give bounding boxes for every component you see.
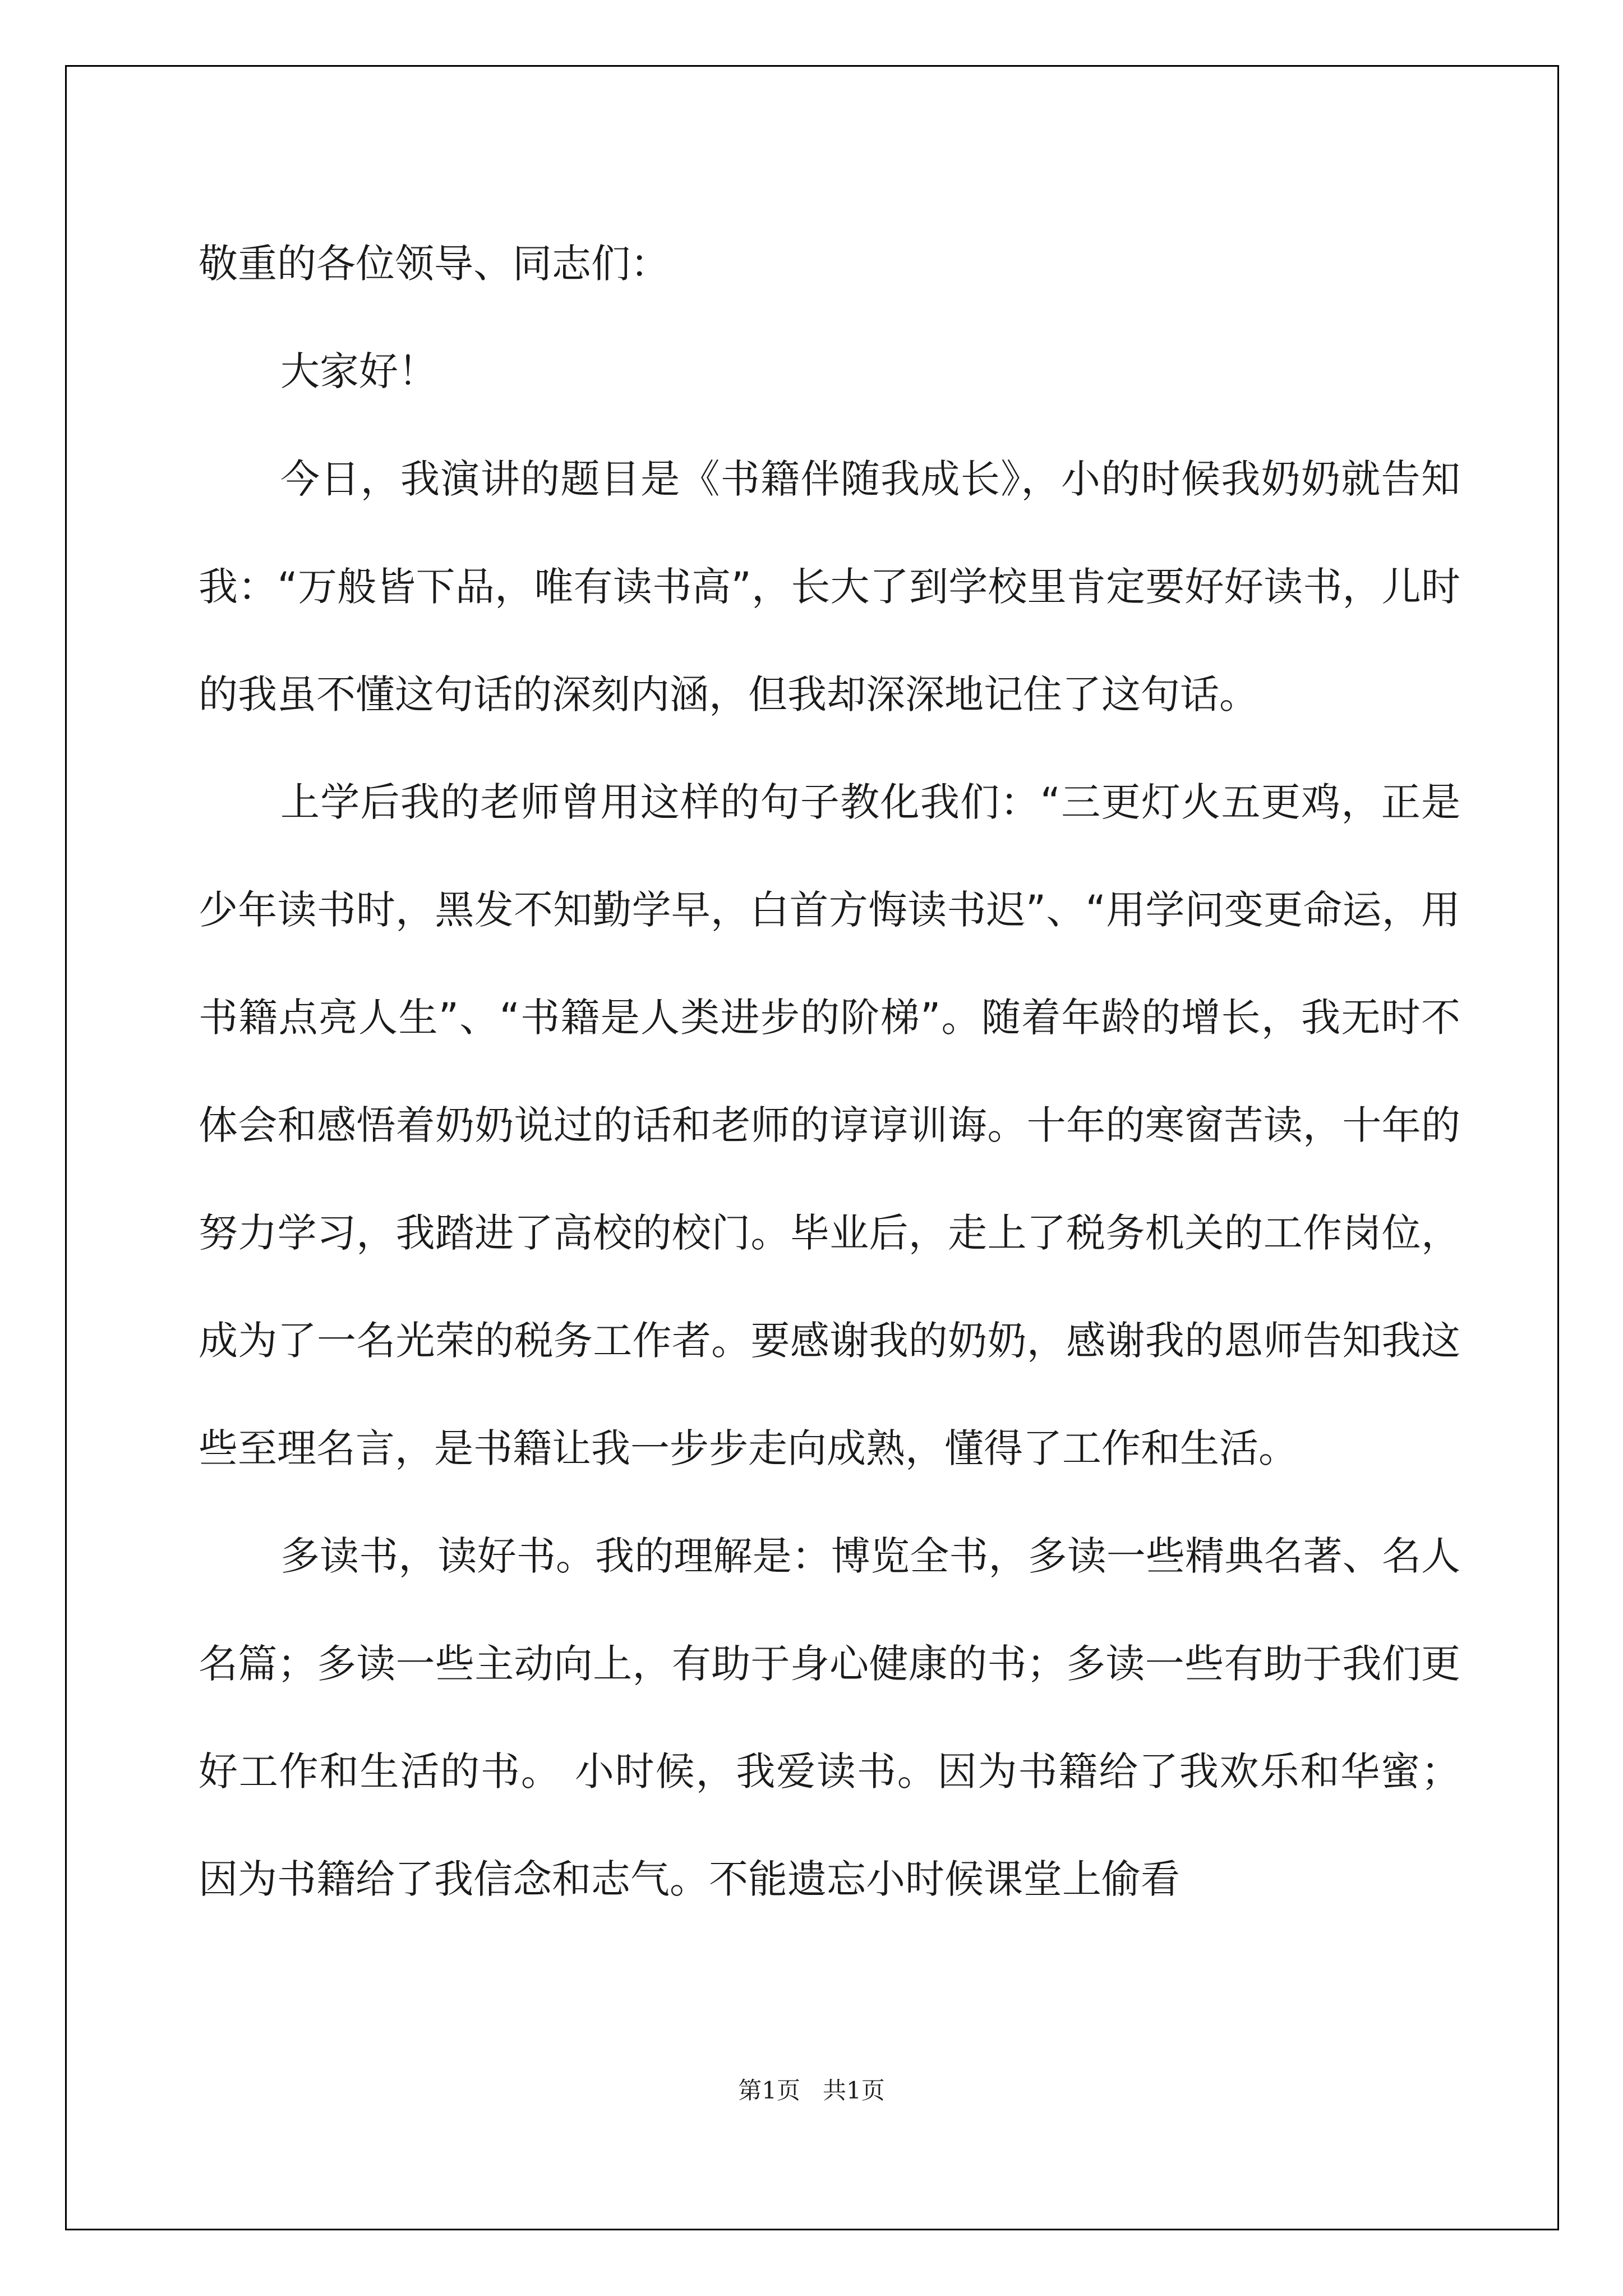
salutation: 敬重的各位领导、同志们： [199, 241, 670, 287]
document-body [199, 210, 1460, 1933]
paragraph-greeting: 大家好！ [280, 348, 437, 394]
paragraph-3: 多读书，读好书。我的理解是：博览全书，多读一些精典名著、名人名篇；多读一些主动向上，有助于身心健康的书；多读一些有助于我们更好工作和生活的书。 小时候，我爱读书。因为书籍给了我欢乐和华蜜；因为书籍给了我信念和志气。不能遗忘小时候课堂上偷看 [199, 1533, 1460, 1902]
paragraph-1: 今日，我演讲的题目是《书籍伴随我成长》，小的时候我奶奶就告知我：“万般皆下品，唯有读书高”，长大了到学校里肯定要好好读书，儿时的我虽不懂这句话的深刻内涵，但我却深深地记住了这句话。 [199, 456, 1460, 717]
page-footer: 第1页 共1页 [738, 2077, 885, 2104]
paragraph-2: 上学后我的老师曾用这样的句子教化我们：“三更灯火五更鸡，正是少年读书时，黑发不知勤学早，白首方悔读书迟”、“用学问变更命运，用书籍点亮人生”、“书籍是人类进步的阶梯”。随着年龄的增长，我无时不体会和感悟着奶奶说过的话和老师的谆谆训诲。十年的寒窗苦读，十年的努力学习，我踏进了高校的校门。毕业后，走上了税务机关的工作岗位，成为了一名光荣的税务工作者。要感谢我的奶奶，感谢我的恩师告知我这些至理名言，是书籍让我一步步走向成熟，懂得了工作和生活。 [199, 779, 1460, 1471]
